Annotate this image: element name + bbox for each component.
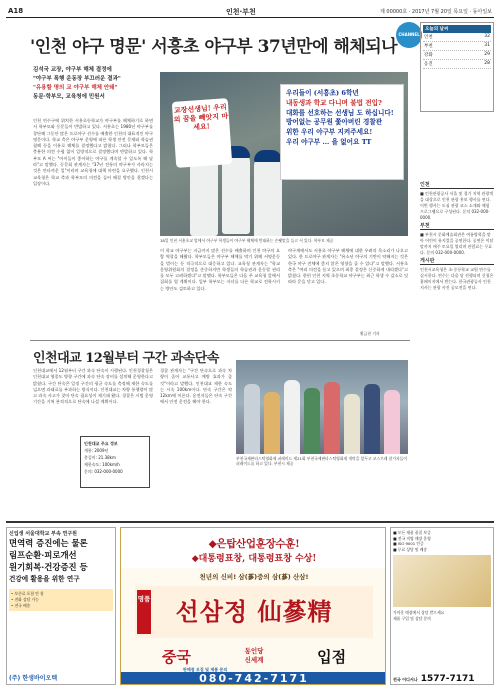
call-number[interactable]: 전국 어디서나 1577-7171 xyxy=(393,673,475,684)
sunsamjeong-ad[interactable] xyxy=(120,527,386,685)
subheading: "야구부 폭행 운동장 부끄러운 결과" xyxy=(33,76,121,82)
subheading: "유용할 명의 교 야구부 해체 안돼" xyxy=(33,85,118,91)
sidebar-text: 인천시교육청은 초·중등학교 교원 연수를 실시한다. 연수는 다음 달 진행되며 신청은 홈페이지에서 받는다. 한국관광공사 인천지사는 관광 사진 공모전을 연다. xyxy=(420,267,494,290)
sidebar-tag: 부천 xyxy=(420,223,494,230)
vertical-label: 명품 xyxy=(137,590,151,634)
section-name: 인천·부천 xyxy=(226,8,256,16)
phone-label: 판매점 모집 및 제품 문의 xyxy=(183,667,228,672)
product-image xyxy=(393,555,491,607)
page-header xyxy=(6,4,494,18)
entry-label: 입점 xyxy=(317,647,347,666)
weather-box xyxy=(420,22,494,112)
parade-caption: 부천국제판타스틱영화제 퍼레이드 제21회 부천국제판타스틱영화제 개막을 앞두고 코스프레 참가자들이 퍼레이드를 하고 있다. 부천시 제공 xyxy=(236,456,407,466)
store-names: 동인당 신세계 xyxy=(244,647,264,664)
china-label: 중국 xyxy=(161,647,191,666)
byline: 황금천 기자 xyxy=(360,331,380,336)
brand-name: 선삼정 仙蔘精 xyxy=(175,597,333,626)
channel-logo: CHANNEL xyxy=(396,22,422,48)
weather-row: 부천 31 xyxy=(424,43,490,49)
protest-sign-large: 우리들이 (서흥초) 6학년 내동생과 학교 다니며 불법 전입? 대화를 선호하는 선생님 도 하십니다! 방어없는 공무원 쫓아버린 경찰관 위한 우리 야구부 지켜주세요! 우리 야구부 ... 을 없어요 TT xyxy=(280,84,404,180)
article-body-right: 야구계에서도 서흥초 야구부 해체에 대한 우려의 목소리가 나오고 있다. 한 프로야구 관계자는 "유소년 야구의 기반이 약해지는 것은 한국 야구 전체에 좋지 않은 영향을 줄 수 있다"고 말했다. 서흥초 측은 "여러 의견을 듣고 있으며 최종 결정은 신중하게 내리겠다"고 밝혔다. 한편 인천 지역 초등학교 야구부는 최근 학생 수 감소로 잇따라 문을 닫고 있다. xyxy=(288,248,408,285)
product-ad[interactable]: ■ 모든 제품 품질 보증 ■ 전국 직영 매장 운영 ■ ISO 9001 인증 ■ 무료 상담 및 배송 가까운 매장에서 상담 받으세요 제품 구입 및 상담 문의 전국 어디서나 1577-7171 xyxy=(390,527,494,685)
award-line: ◆은탑산업훈장수훈! xyxy=(208,538,300,550)
photo-caption: 18일 인천 서흥초교 앞에서 야구부 학생들이 야구부 해체에 반대하는 손팻말을 들고 서 있다. 학부모 제공 xyxy=(160,238,334,243)
weather-row: 옹진 28 xyxy=(424,61,490,67)
health-ad[interactable]: 신입생 서울대학교 부속 연구원 면역력 증진에는 물론 림프순환·피로개선 원기회복·건강증진 등 건강에 활용을 위한 연구 • 보존료 포함 안 함 • 전화 상담 가능 • 전국 배송 (주) 한생바이오텍 xyxy=(6,527,116,685)
issue-date: 제 00000호 · 2017년 7월 20일 목요일 · 동아일보 xyxy=(379,9,492,15)
info-box: 인천대교 주요 정보 개통: 2009년 총길이: 21.38km 제한속도: 100km/h 문의: 032-000-0000 xyxy=(80,436,150,488)
order-phone[interactable]: 080-742-7171 xyxy=(121,672,386,685)
parade-photo xyxy=(236,360,408,454)
subheadings xyxy=(33,66,153,102)
ad-tagline: 천년의 신비! 삼(蔘)중의 삼(蔘) 산삼! xyxy=(199,573,309,581)
info-box-title: 인천대교 주요 정보 xyxy=(84,441,118,446)
article-photo xyxy=(160,72,408,236)
subheading: 동문·학부모, 교육청에 민원서 xyxy=(33,94,105,100)
brand-block xyxy=(135,586,373,638)
weather-row: 인천 32 xyxy=(424,34,490,40)
article-body-mid: 이 학교 야구부는 지금까지 많은 선수를 배출하며 인천 야구의 요람 역할을 해왔다. 학부모들은 야구부 해체를 막기 위해 서명운동을 벌이는 등 적극적으로 대응하고 있다. 교육청 관계자는 "학교 운영위원회의 결정을 존중하지만 학생들의 학습권과 운동할 권리를 모두 고려하겠다"고 말했다. 학부모들은 다음 주 교육청 앞에서 집회를 열 계획이다. 일부 학부모는 자녀를 다른 학교로 전학시키는 방안도 검토하고 있다. xyxy=(160,248,280,291)
company-name: (주) 한생바이오텍 xyxy=(9,675,58,682)
section-divider xyxy=(30,340,410,341)
sidebar-tag: 인천 xyxy=(420,182,494,189)
weather-title: 오늘의 날씨 xyxy=(423,25,491,33)
article2-body-cont: 경찰 관계자는 "구간 단속으로 과속 차량이 줄어 교통사고 예방 효과가 클 것"이라고 말했다. 인천대교 제한 속도는 시속 100km이다. 단속 구간은 약 12km에 이른다. 운전자들은 단속 구간에서 안전 운전을 해야 한다. xyxy=(160,368,232,405)
second-headline: 인천대교 12월부터 구간 과속단속 xyxy=(33,351,219,366)
page-number: A18 xyxy=(8,7,24,15)
sidebar-text: ■ 인천관광공사 서울 및 경기 지역 관광객을 대상으로 인천 관광 홍보 행사를 연다. 이번 행사는 도심 관광 코스 소개와 체험 프로그램으로 구성된다. 문의 032-000-0000. xyxy=(420,191,494,220)
subheading: 김석국 교장, 야구부 해체 결정에 xyxy=(33,67,112,73)
sidebar xyxy=(420,180,494,506)
weather-row: 강화 29 xyxy=(424,52,490,58)
sidebar-tag: 게시판 xyxy=(420,258,494,265)
protest-sign-small: 교장선생님! 우리의 꿈을 빼앗지 마세요! xyxy=(172,98,232,168)
main-headline: '인천 야구 명문' 서흥초 야구부 37년만에 해체되나 xyxy=(30,37,398,57)
advertisement-area xyxy=(6,521,494,687)
article2-body: 인천대교에서 12월부터 구간 과속 단속이 시행된다. 인천경찰청은 인천대교 영종도 방향 구간에 과속 단속 장비를 설치해 운영한다고 밝혔다. 구간 단속은 일정 구간의 평균 속도를 측정해 제한 속도를 넘으면 과태료를 부과하는 방식이다. 인천대교는 차량 통행량이 많고 과속 사고가 잦아 단속 필요성이 제기돼 왔다. 경찰은 시범 운영 기간을 거쳐 본격적으로 단속에 나설 계획이다. xyxy=(33,368,153,405)
article-body-left: 인천 연수구에 위치한 서흥초등학교가 야구부를 해체하기로 하면서 학부모와 동문들이 반발하고 있다. 서흥초는 1980년 야구부를 창단해 그동안 많은 프로야구 선수를 배출한 인천의 대표적인 야구 명문이다. 학교 측은 야구부 운영에 따른 학생 안전 문제와 학습권 침해 등을 이유로 해체를 결정했다고 밝혔다. 그러나 학부모들은 충분한 의견 수렴 없이 일방적으로 결정했다며 반발하고 있다. 학부모 A 씨는 "아이들이 좋아하는 야구를 계속할 수 있도록 해 달라"고 말했다. 동문회 관계자는 "37년 전통의 야구부가 사라지는 것은 안타까운 일"이라며 교육청에 대책 마련을 요구했다. 인천시교육청은 학교 측과 학부모의 의견을 들어 해결 방안을 찾겠다는 입장이다. xyxy=(33,118,153,186)
sidebar-text: ■ 부천시 문화예술회관은 여름방학을 맞아 어린이 뮤지컬을 공연한다. 공연은 이달 말까지 매주 토요일 열리며 관람료는 무료다. 문의 032-000-0000. xyxy=(420,232,494,255)
ad-note: • 보존료 포함 안 함 • 전화 상담 가능 • 전국 배송 xyxy=(9,589,113,611)
award-line: ◆대통령표창, 대통령표창 수상! xyxy=(191,554,317,564)
